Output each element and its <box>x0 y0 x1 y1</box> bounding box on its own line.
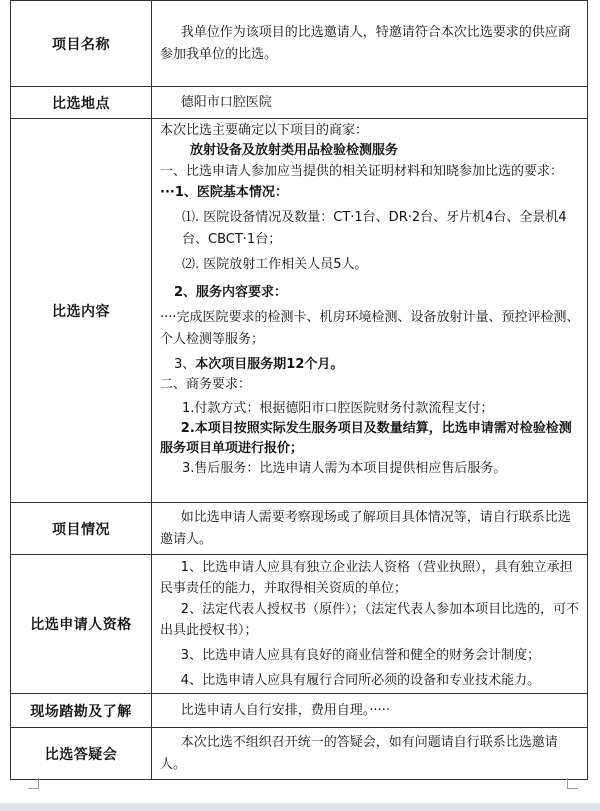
row-location <box>11 87 588 119</box>
qa-text: 本次比选不组织召开统一的答疑会，如有问题请自行联系比选邀请人。 <box>160 734 558 772</box>
content-sub3 <box>160 355 581 375</box>
content-sub3-prefix: 3、 <box>174 357 196 372</box>
row-project-name <box>11 1 588 87</box>
row-qualification <box>11 555 588 694</box>
content-sub2: 2、服务内容要求： <box>174 285 288 300</box>
margin-corner-left <box>28 778 39 789</box>
margin-corner-right <box>567 778 578 789</box>
label-qa: 比选答疑会 <box>11 728 152 780</box>
procurement-table <box>10 0 588 780</box>
content-biz1: 1.付款方式：根据德阳市口腔医院财务付款流程支付； <box>182 401 494 416</box>
qualification-4: 4、比选申请人应具有履行合同所必须的设备和专业技术能力。 <box>180 673 541 688</box>
label-location: 比选地点 <box>11 87 152 119</box>
label-content: 比选内容 <box>11 119 152 503</box>
label-qualification: 比选申请人资格 <box>11 555 152 694</box>
content-biz3: 3.售后服务：比选申请人需为本项目提供相应售后服务。 <box>182 461 507 476</box>
content-sub1: ···1、医院基本情况： <box>160 185 288 200</box>
site-visit-text: 比选申请人自行安排，费用自理。····· <box>180 702 390 718</box>
location-text: 德阳市口腔医院 <box>180 94 272 110</box>
window-bottom-bar <box>0 803 600 811</box>
row-content <box>11 119 588 503</box>
content-title: 放射设备及放射类用品检验检测服务 <box>190 143 399 158</box>
label-project-name: 项目名称 <box>11 1 152 87</box>
qualification-1: 1、比选申请人应具有独立企业法人资格（营业执照），具有独立承担民事责任的能力，并取得相关资质的单位； <box>160 560 573 596</box>
label-project-info: 项目情况 <box>11 503 152 555</box>
project-info-text: 如比选申请人需要考察现场或了解项目具体情况等，请自行联系比选邀请人。 <box>160 509 571 547</box>
row-site-visit <box>11 694 588 728</box>
row-project-info <box>11 503 588 555</box>
content-item1: ⑴. 医院设备情况及数量：CT·1台、DR·2台、牙片机4台、全景机4台、CBCT·1台； <box>182 210 567 247</box>
content-item3: ····完成医院要求的检测卡、机房环境检测、设备放射计量、预控评检测、个人检测等服务； <box>160 310 580 347</box>
content-biz2: 2.本项目按照实际发生服务项目及数量结算，比选申请需对检验检测服务项目单项进行报价； <box>160 421 572 456</box>
content-item2: ⑵. 医院放射工作相关人员5人。 <box>182 257 368 272</box>
row-qa <box>11 728 588 780</box>
content-sec2: 二、商务要求： <box>160 377 252 392</box>
content-sub3-bold: 本次项目服务期12个月。 <box>195 357 344 372</box>
qualification-2: 2、法定代表人授权书（原件）；（法定代表人参加本项目比选的，可不出具此授权书）； <box>160 602 580 638</box>
content-sec1: 一、比选申请人参加应当提供的相关证明材料和知晓参加比选的要求： <box>160 164 564 179</box>
qualification-3: 3、比选申请人应具有良好的商业信誉和健全的财务会计制度； <box>180 648 541 663</box>
label-site-visit: 现场踏勘及了解 <box>11 694 152 728</box>
project-name-text: 我单位作为该项目的比选邀请人，特邀请符合本次比选要求的供应商参加我单位的比选。 <box>160 24 571 62</box>
content-intro: 本次比选主要确定以下项目的商家： <box>160 123 369 138</box>
